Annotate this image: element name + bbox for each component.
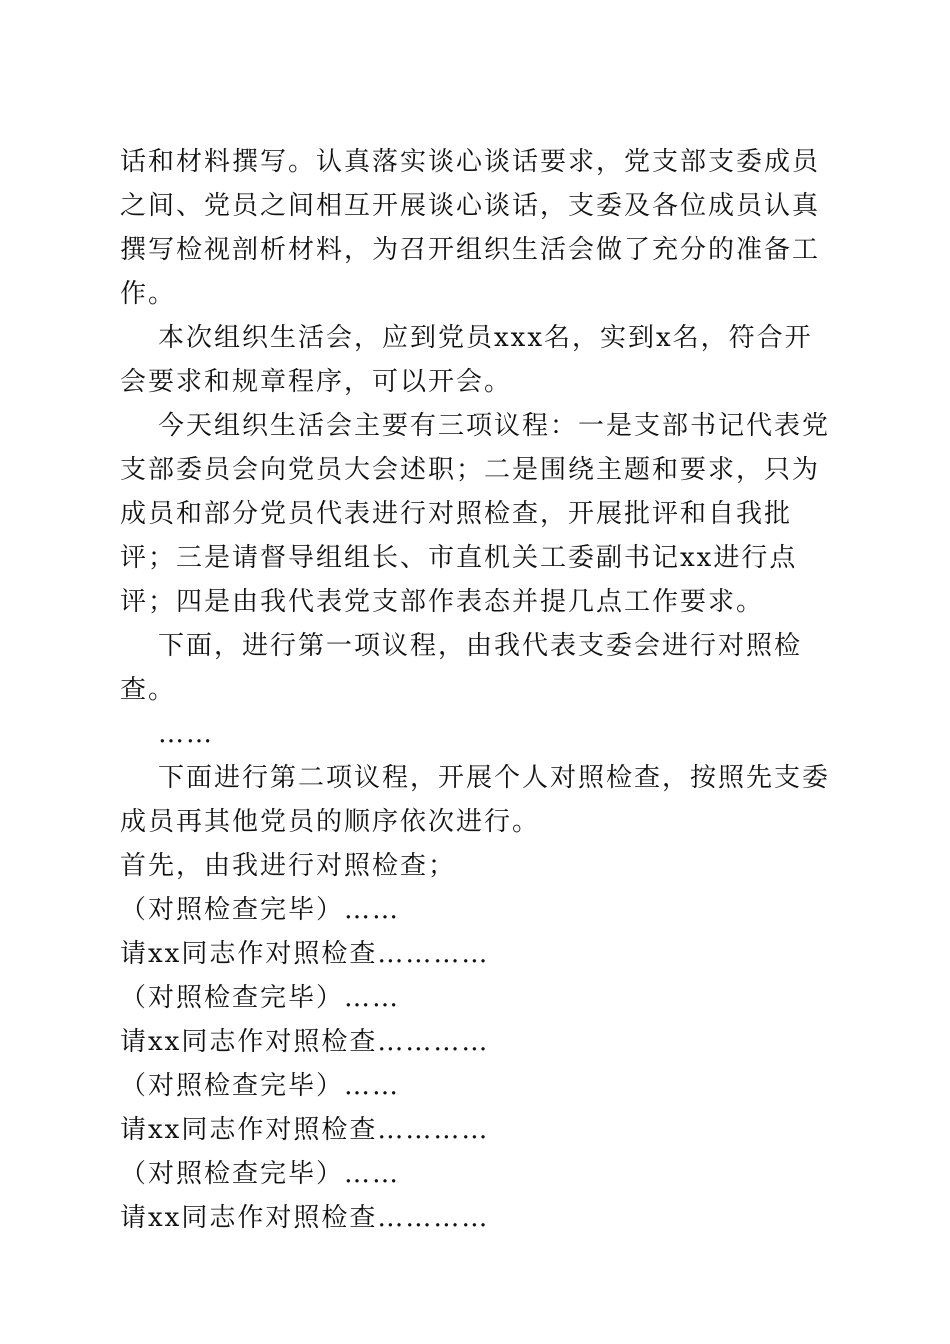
document-body <box>120 140 835 1240</box>
list-item: （对照检查完毕）…… <box>120 895 401 925</box>
paragraph-first-agenda-item: 下面，进行第一项议程，由我代表支委会进行对照检查。 <box>120 631 803 705</box>
paragraph-attendance: 本次组织生活会，应到党员xxx名，实到x名，符合开会要求和规章程序，可以开会。 <box>120 323 813 397</box>
paragraph-preparation-continued: 话和材料撰写。认真落实谈心谈话要求，党支部支委成员之间、党员之间相互开展谈心谈话，支委及各位成员认真撰写检视剖析材料，为召开组织生活会做了充分的准备工作。 <box>120 147 821 309</box>
list-item: 请xx同志作对照检查………… <box>120 1027 490 1057</box>
list-item: 请xx同志作对照检查………… <box>120 1115 490 1145</box>
list-item: 请xx同志作对照检查………… <box>120 939 490 969</box>
list-item: （对照检查完毕）…… <box>120 1071 401 1101</box>
paragraph-second-agenda-item: 下面进行第二项议程，开展个人对照检查，按照先支委成员再其他党员的顺序依次进行。 <box>120 763 831 837</box>
paragraph-ellipsis: …… <box>158 719 214 749</box>
list-item: （对照检查完毕）…… <box>120 983 401 1013</box>
paragraph-agenda: 今天组织生活会主要有三项议程：一是支部书记代表党支部委员会向党员大会述职；二是围绕主题和要求，只为成员和部分党员代表进行对照检查，开展批评和自我批评；三是请督导组组长、市直机关工委副书记xx进行点评；四是由我代表党支部作表态并提几点工作要求。 <box>120 411 831 617</box>
list-item: 首先，由我进行对照检查； <box>120 851 457 881</box>
list-item: 请xx同志作对照检查………… <box>120 1203 490 1233</box>
list-item: （对照检查完毕）…… <box>120 1159 401 1189</box>
